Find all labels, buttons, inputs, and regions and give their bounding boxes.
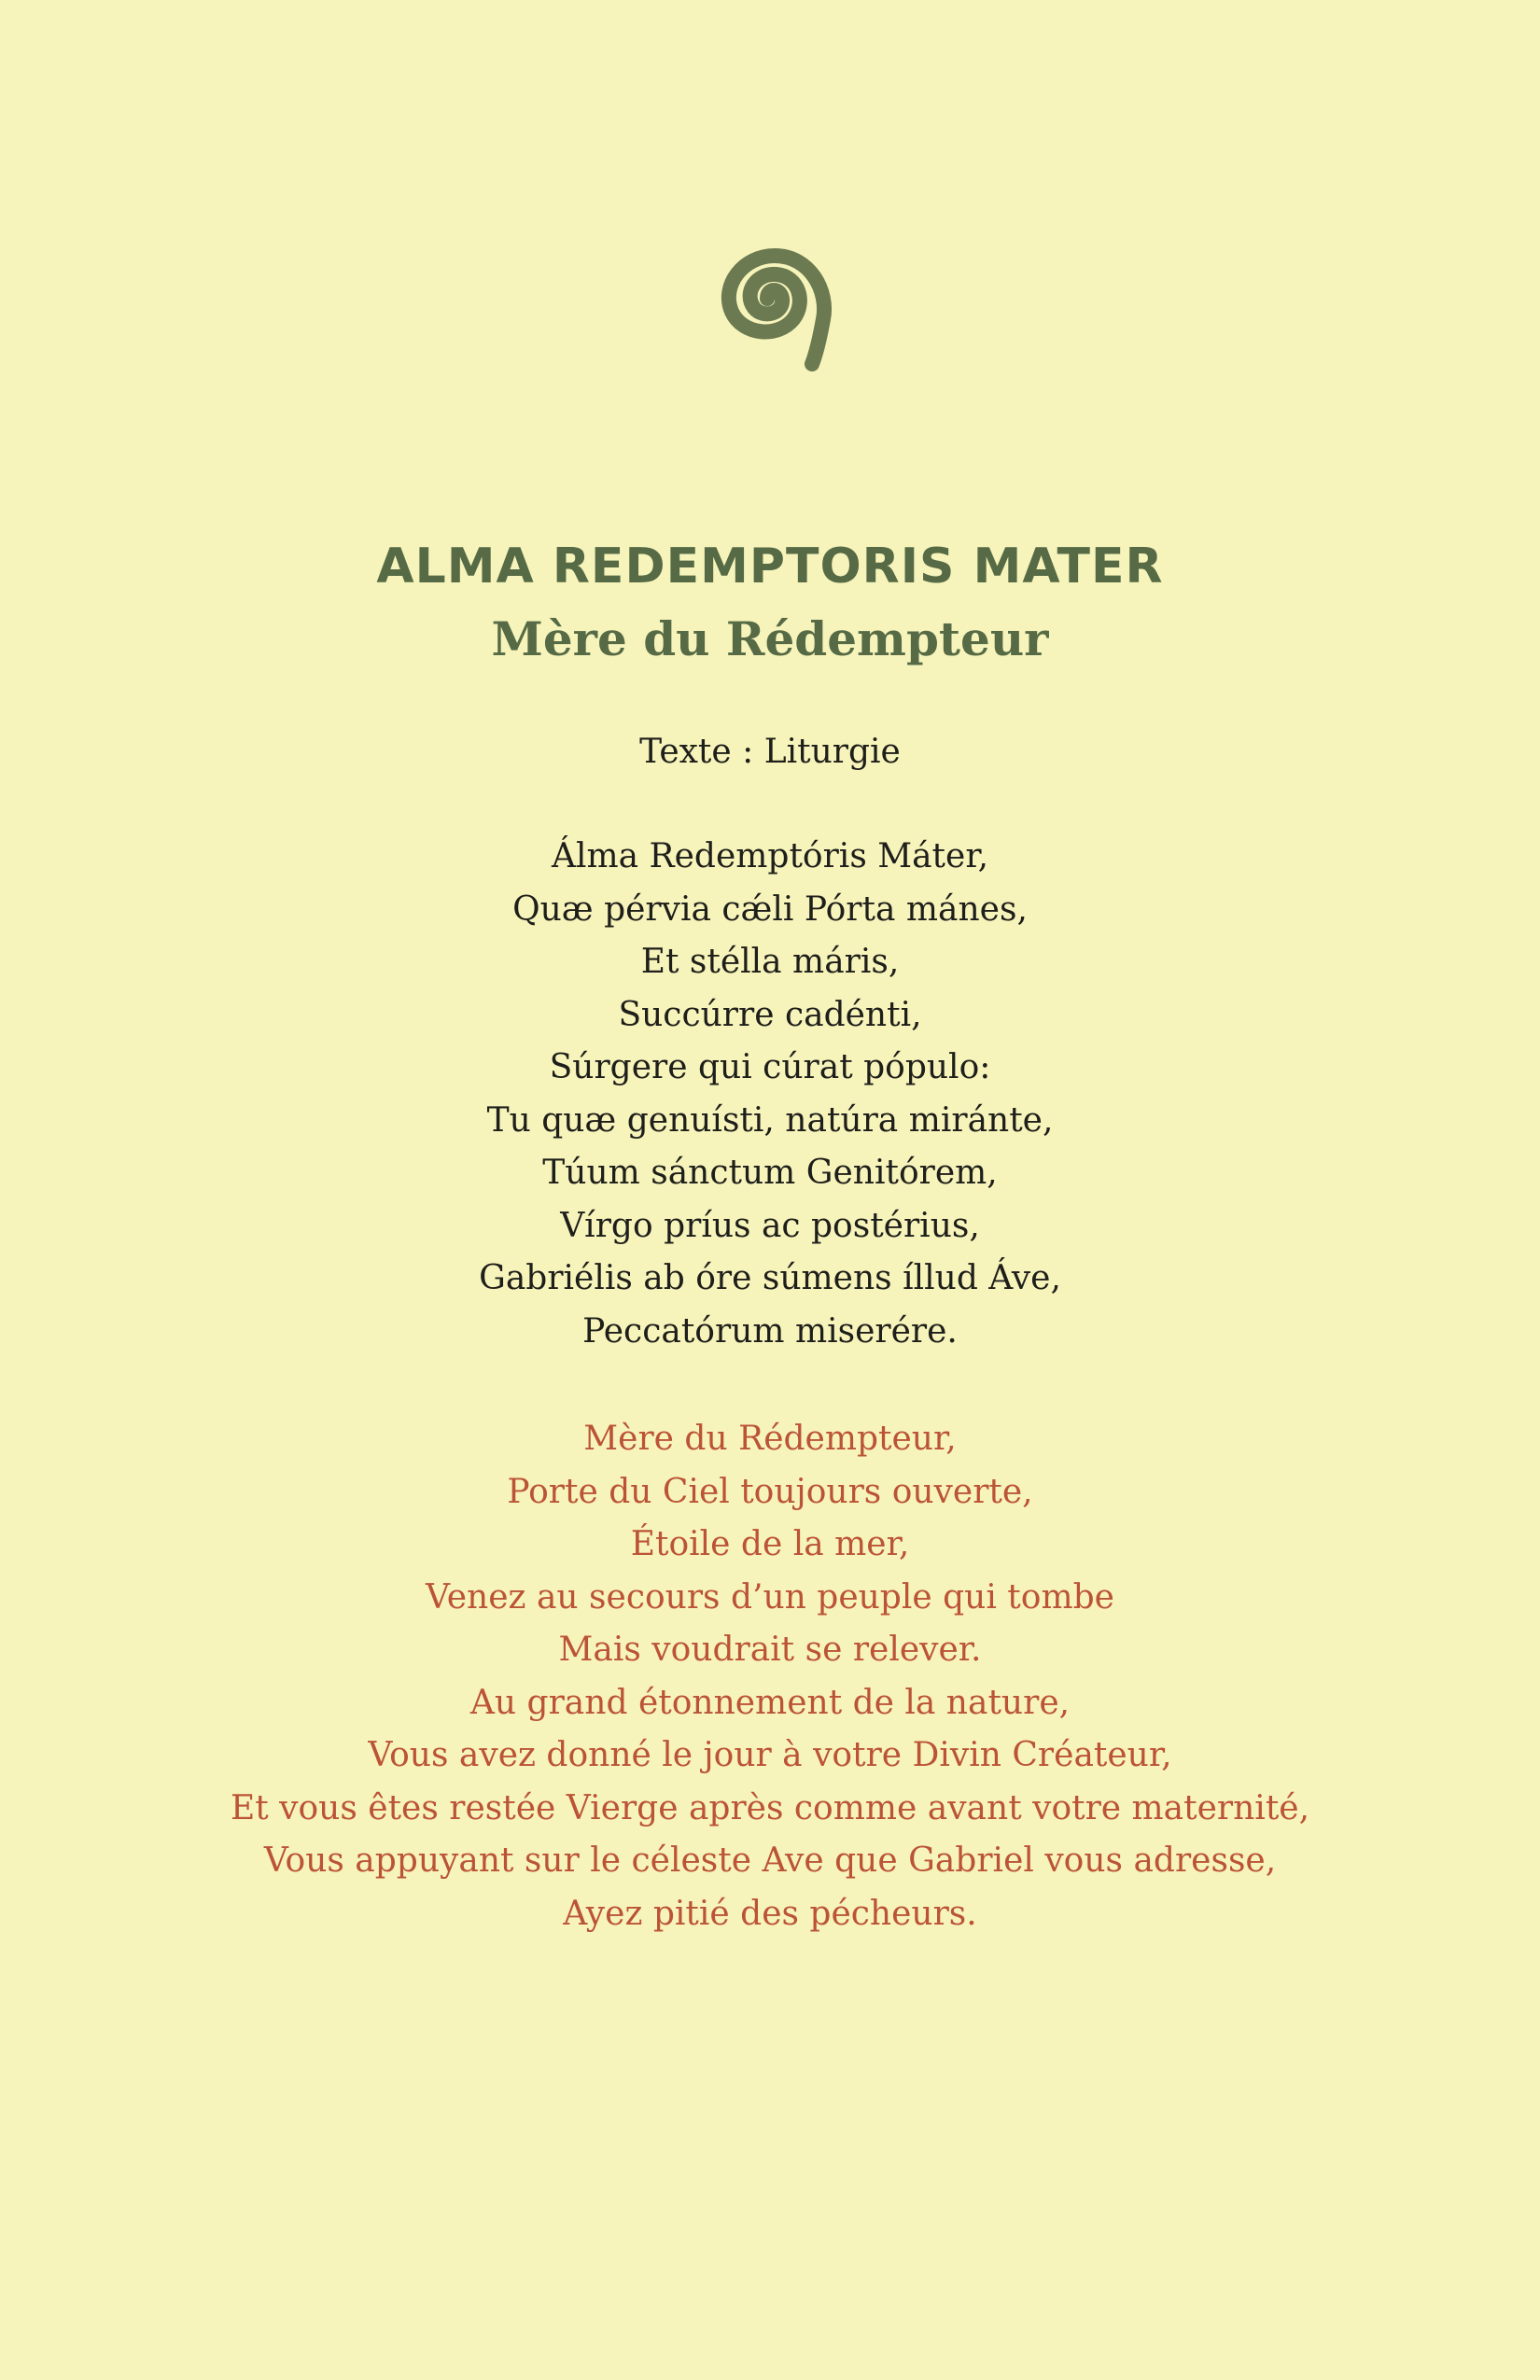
latin-line: Quæ pérvia cǽli Pórta mánes, xyxy=(512,889,1028,929)
french-line: Vous appuyant sur le céleste Ave que Gabriel vous adresse, xyxy=(263,1841,1277,1880)
french-line: Mère du Rédempteur, xyxy=(583,1420,957,1458)
latin-line: Succúrre cadénti, xyxy=(618,995,922,1034)
french-line: Porte du Ciel toujours ouverte, xyxy=(507,1472,1033,1511)
french-line: Étoile de la mer, xyxy=(630,1525,910,1563)
latin-line: Vírgo príus ac postérius, xyxy=(560,1206,980,1245)
french-line: Au grand étonnement de la nature, xyxy=(469,1683,1071,1722)
latin-line: Túum sánctum Genitórem, xyxy=(542,1154,998,1192)
latin-stanza xyxy=(0,831,1540,1358)
latin-line: Tu quæ genuísti, natúra miránte, xyxy=(486,1100,1054,1140)
latin-line: Álma Redemptóris Máter, xyxy=(551,837,989,875)
latin-line: Et stélla máris, xyxy=(640,943,900,981)
latin-line: Gabriélis ab óre súmens íllud Áve, xyxy=(479,1259,1061,1297)
spiral-icon xyxy=(683,215,851,383)
page-subtitle: Mère du Rédempteur xyxy=(491,611,1049,666)
page-title: ALMA REDEMPTORIS MATER xyxy=(376,539,1164,595)
french-line: Mais voudrait se relever. xyxy=(558,1631,982,1669)
french-line: Vous avez donné le jour à votre Divin Créateur, xyxy=(368,1736,1172,1774)
french-line: Venez au secours d’un peuple qui tombe xyxy=(426,1577,1114,1617)
author-credit: Texte : Liturgie xyxy=(639,733,901,771)
logo xyxy=(590,140,945,485)
latin-line: Peccatórum miserére. xyxy=(582,1311,958,1351)
latin-line: Súrgere qui cúrat pópulo: xyxy=(549,1048,991,1086)
french-line: Ayez pitié des pécheurs. xyxy=(563,1894,977,1933)
french-line: Et vous êtes restée Vierge après comme avant votre maternité, xyxy=(230,1788,1310,1827)
french-stanza xyxy=(0,1413,1540,1940)
